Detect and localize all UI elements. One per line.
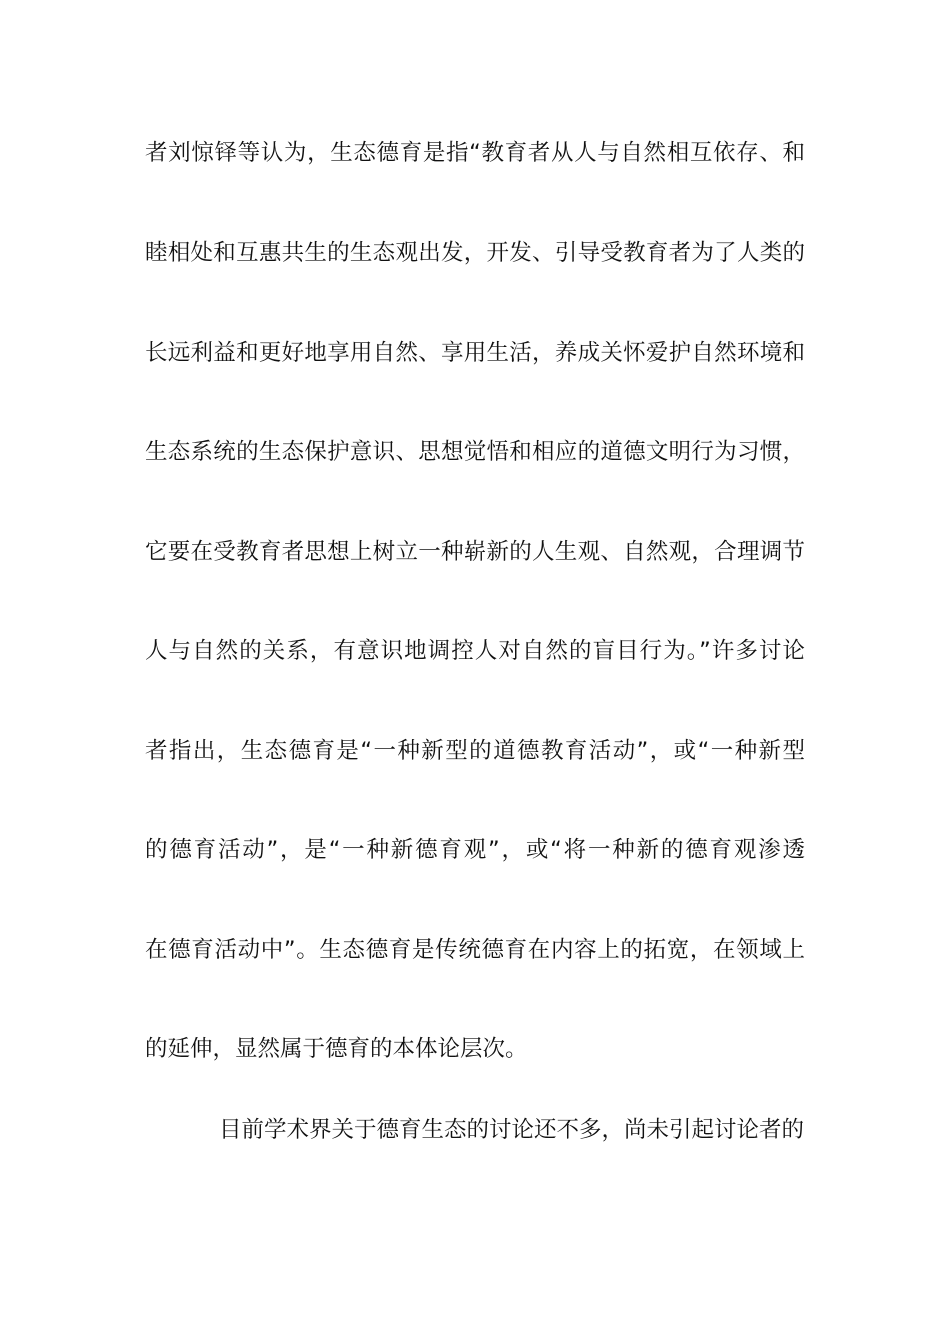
text-line: 长远利益和更好地享用自然、享用生活，养成关怀爱护自然环境和: [145, 340, 805, 366]
text-line: 它要在受教育者思想上树立一种崭新的人生观、自然观，合理调节: [145, 539, 805, 565]
text-line: 睦相处和互惠共生的生态观出发，开发、引导受教育者为了人类的: [145, 240, 805, 266]
text-line: 目前学术界关于德育生态的讨论还不多，尚未引起讨论者的: [219, 1117, 805, 1143]
text-line: 者指出，生态德育是“一种新型的道德教育活动”，或“一种新型: [145, 738, 805, 764]
text-line: 在德育活动中”。生态德育是传统德育在内容上的拓宽，在领域上: [145, 937, 805, 963]
text-line: 人与自然的关系，有意识地调控人对自然的盲目行为。”许多讨论: [145, 638, 805, 664]
text-line: 的延伸，显然属于德育的本体论层次。: [145, 1036, 528, 1062]
text-line: 的德育活动”，是“一种新德育观”，或“将一种新的德育观渗透: [145, 837, 805, 863]
text-line: 生态系统的生态保护意识、思想觉悟和相应的道德文明行为习惯，: [145, 439, 805, 465]
text-line: 者刘惊铎等认为，生态德育是指“教育者从人与自然相互依存、和: [145, 140, 805, 166]
